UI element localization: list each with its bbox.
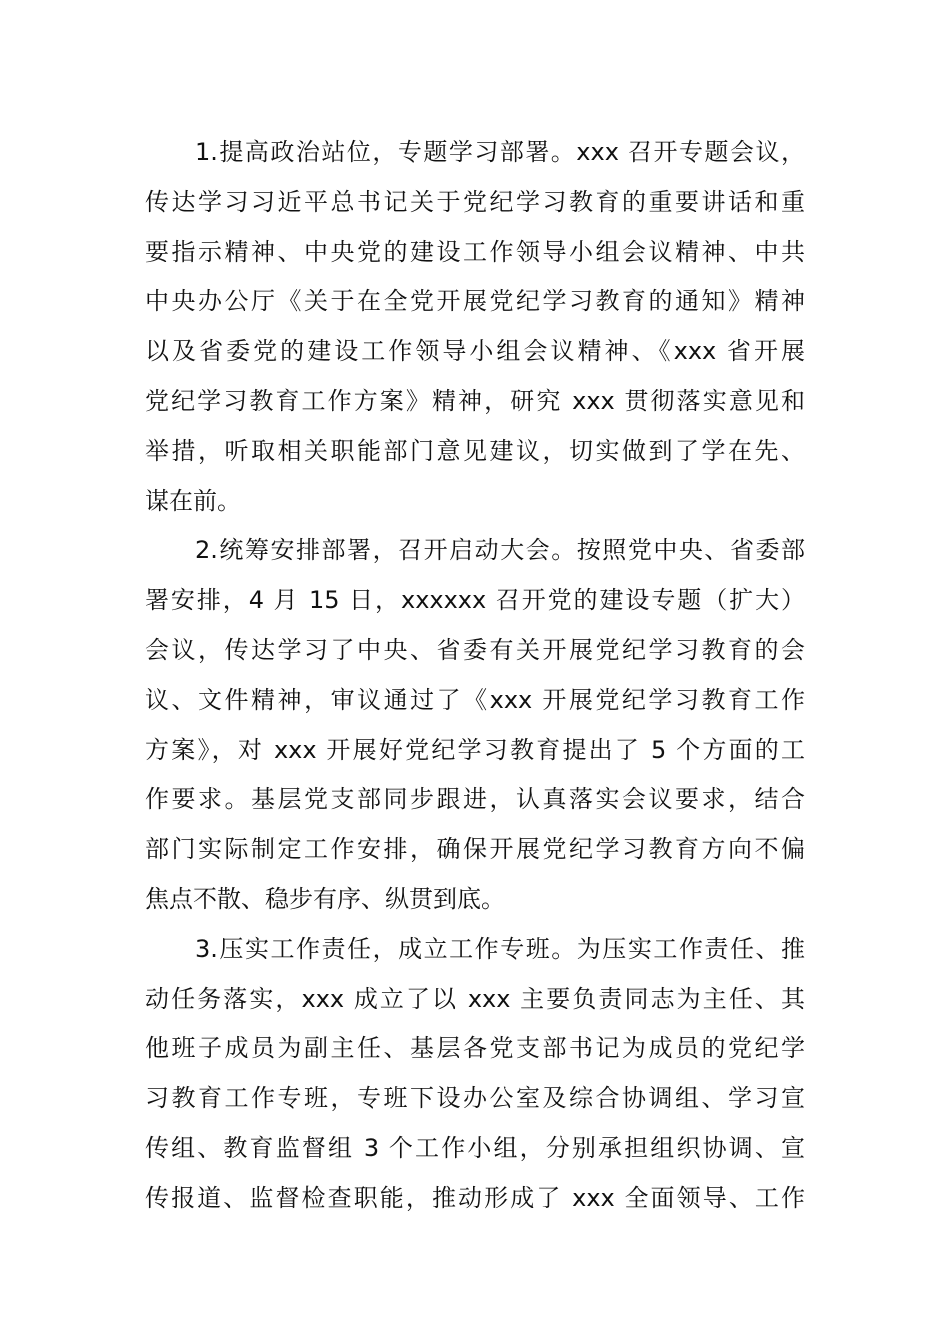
- paragraph-line: 2.统筹安排部署，召开启动大会。按照党中央、省委部: [195, 536, 805, 565]
- paragraph-1: [145, 128, 805, 526]
- paragraph-line: 3.压实工作责任，成立工作专班。为压实工作责任、推: [195, 934, 805, 963]
- paragraph-line: 动任务落实，xxx 成立了以 xxx 主要负责同志为主任、其: [145, 984, 805, 1013]
- paragraph-line: 举措，听取相关职能部门意见建议，切实做到了学在先、: [145, 436, 805, 465]
- paragraph-line: 传组、教育监督组 3 个工作小组，分别承担组织协调、宣: [145, 1133, 805, 1162]
- paragraph-line: 中央办公厅《关于在全党开展党纪学习教育的通知》精神: [145, 287, 805, 316]
- document-body: [145, 128, 805, 1224]
- paragraph-line: 署安排，4 月 15 日，xxxxxx 召开党的建设专题（扩大）: [145, 586, 805, 615]
- paragraph-line: 习教育工作专班，专班下设办公室及综合协调组、学习宣: [145, 1084, 805, 1113]
- paragraph-line: 会议，传达学习了中央、省委有关开展党纪学习教育的会: [145, 635, 805, 664]
- paragraph-line: 谋在前。: [145, 486, 241, 515]
- paragraph-line: 作要求。基层党支部同步跟进，认真落实会议要求，结合: [145, 785, 805, 814]
- paragraph-line: 他班子成员为副主任、基层各党支部书记为成员的党纪学: [145, 1034, 805, 1063]
- paragraph-line: 传报道、监督检查职能，推动形成了 xxx 全面领导、工作: [145, 1183, 805, 1212]
- paragraph-line: 方案》，对 xxx 开展好党纪学习教育提出了 5 个方面的工: [145, 735, 805, 764]
- paragraph-2: [145, 526, 805, 924]
- paragraph-line: 1.提高政治站位，专题学习部署。xxx 召开专题会议，: [195, 138, 805, 166]
- paragraph-line: 部门实际制定工作安排，确保开展党纪学习教育方向不偏: [145, 835, 805, 864]
- paragraph-line: 焦点不散、稳步有序、纵贯到底。: [145, 884, 505, 913]
- paragraph-3: [145, 925, 805, 1224]
- paragraph-line: 以及省委党的建设工作领导小组会议精神、《xxx 省开展: [145, 337, 805, 366]
- paragraph-line: 党纪学习教育工作方案》精神，研究 xxx 贯彻落实意见和: [145, 386, 805, 415]
- paragraph-line: 议、文件精神，审议通过了《xxx 开展党纪学习教育工作: [145, 685, 805, 714]
- paragraph-line: 传达学习习近平总书记关于党纪学习教育的重要讲话和重: [145, 187, 805, 216]
- paragraph-line: 要指示精神、中央党的建设工作领导小组会议精神、中共: [145, 237, 805, 266]
